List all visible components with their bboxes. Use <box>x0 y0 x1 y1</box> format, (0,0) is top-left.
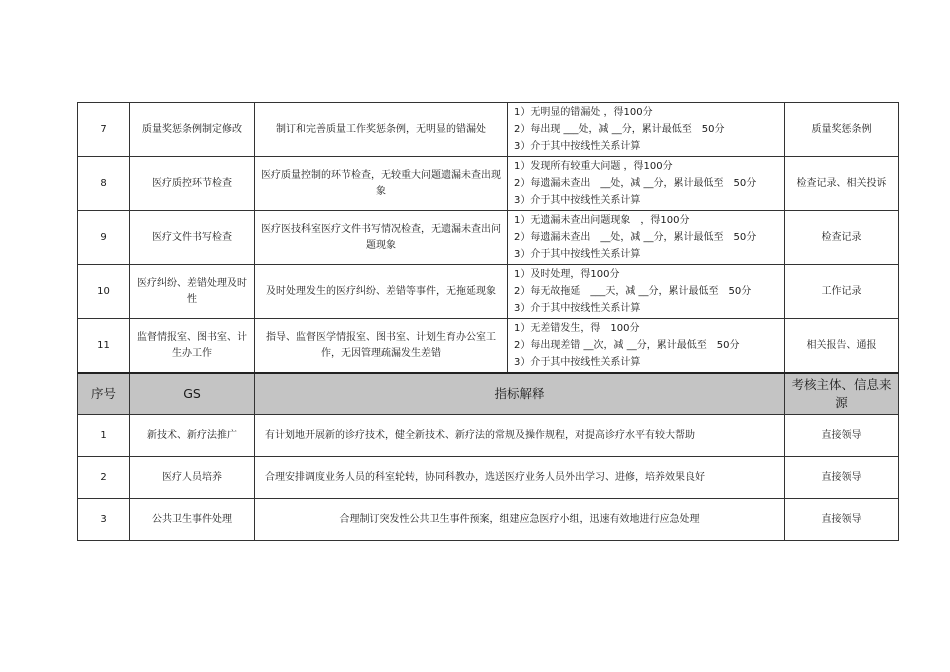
scoring-criteria <box>508 157 785 211</box>
header-number: 序号 <box>78 373 130 415</box>
table-row <box>78 103 899 157</box>
criteria-line: 1）及时处理，得100分 <box>514 269 620 280</box>
scoring-criteria <box>508 103 785 157</box>
criteria-line: 2）每出现差错 __次，减 __分，累计最低至 50分 <box>514 340 740 351</box>
row-number: 9 <box>78 211 130 265</box>
criteria-line: 3）介于其中按线性关系计算 <box>514 357 641 368</box>
item-description: 及时处理发生的医疗纠纷、差错等事件，无拖延现象 <box>255 265 508 319</box>
criteria-line: 2）每遗漏未查出 __处，减 __分，累计最低至 50分 <box>514 178 757 189</box>
item-name: 新技术、新疗法推广 <box>130 415 255 457</box>
scoring-criteria <box>508 319 785 374</box>
item-description: 合理安排调度业务人员的科室轮转，协同科教办，选送医疗业务人员外出学习、进修，培养效果良好 <box>255 457 785 499</box>
table-row <box>78 319 899 374</box>
criteria-line: 2）每无故拖延 ___天，减 __分，累计最低至 50分 <box>514 286 752 297</box>
info-source: 质量奖惩条例 <box>785 103 899 157</box>
table-row <box>78 211 899 265</box>
item-description: 指导、监督医学情报室、图书室、计划生育办公室工作，无因管理疏漏发生差错 <box>255 319 508 374</box>
criteria-line: 3）介于其中按线性关系计算 <box>514 303 641 314</box>
table-row <box>78 157 899 211</box>
criteria-line: 3）介于其中按线性关系计算 <box>514 141 641 152</box>
item-name: 监督情报室、图书室、计生办工作 <box>130 319 255 374</box>
criteria-line: 3）介于其中按线性关系计算 <box>514 195 641 206</box>
criteria-line: 2）每遗漏未查出 __处，减 __分，累计最低至 50分 <box>514 232 757 243</box>
row-number: 8 <box>78 157 130 211</box>
info-source: 检查记录 <box>785 211 899 265</box>
header-explanation: 指标解释 <box>255 373 785 415</box>
item-description: 医疗医技科室医疗文件书写情况检查，无遗漏未查出问题现象 <box>255 211 508 265</box>
item-name: 医疗人员培养 <box>130 457 255 499</box>
info-source: 相关报告、通报 <box>785 319 899 374</box>
row-number: 1 <box>78 415 130 457</box>
table-header-row <box>78 373 899 415</box>
info-source: 直接领导 <box>785 457 899 499</box>
criteria-line: 1）无明显的错漏处 ，得100分 <box>514 107 653 118</box>
criteria-line: 1）无差错发生，得 100分 <box>514 323 640 334</box>
info-source: 直接领导 <box>785 415 899 457</box>
header-source: 考核主体、信息来源 <box>785 373 899 415</box>
table-row <box>78 265 899 319</box>
criteria-line: 1）无遗漏未查出问题现象 ，得100分 <box>514 215 690 226</box>
item-name: 质量奖惩条例制定修改 <box>130 103 255 157</box>
item-description: 制订和完善质量工作奖惩条例，无明显的错漏处 <box>255 103 508 157</box>
table-row <box>78 457 899 499</box>
info-source: 检查记录、相关投诉 <box>785 157 899 211</box>
assessment-table <box>77 102 899 541</box>
info-source: 直接领导 <box>785 499 899 541</box>
item-description: 有计划地开展新的诊疗技术，健全新技术、新疗法的常规及操作规程，对提高诊疗水平有较大帮助 <box>255 415 785 457</box>
item-name: 公共卫生事件处理 <box>130 499 255 541</box>
row-number: 3 <box>78 499 130 541</box>
scoring-criteria <box>508 265 785 319</box>
item-name: 医疗纠纷、差错处理及时性 <box>130 265 255 319</box>
row-number: 7 <box>78 103 130 157</box>
criteria-line: 2）每出现 ___处，减 __分，累计最低至 50分 <box>514 124 725 135</box>
header-gs: GS <box>130 373 255 415</box>
table-row <box>78 415 899 457</box>
row-number: 11 <box>78 319 130 374</box>
item-description: 合理制订突发性公共卫生事件预案，组建应急医疗小组，迅速有效地进行应急处理 <box>255 499 785 541</box>
table-row <box>78 499 899 541</box>
item-name: 医疗文件书写检查 <box>130 211 255 265</box>
scoring-criteria <box>508 211 785 265</box>
item-name: 医疗质控环节检查 <box>130 157 255 211</box>
criteria-line: 1）发现所有较重大问题 ，得100分 <box>514 161 673 172</box>
info-source: 工作记录 <box>785 265 899 319</box>
criteria-line: 3）介于其中按线性关系计算 <box>514 249 641 260</box>
row-number: 2 <box>78 457 130 499</box>
row-number: 10 <box>78 265 130 319</box>
item-description: 医疗质量控制的环节检查，无较重大问题遗漏未查出现象 <box>255 157 508 211</box>
